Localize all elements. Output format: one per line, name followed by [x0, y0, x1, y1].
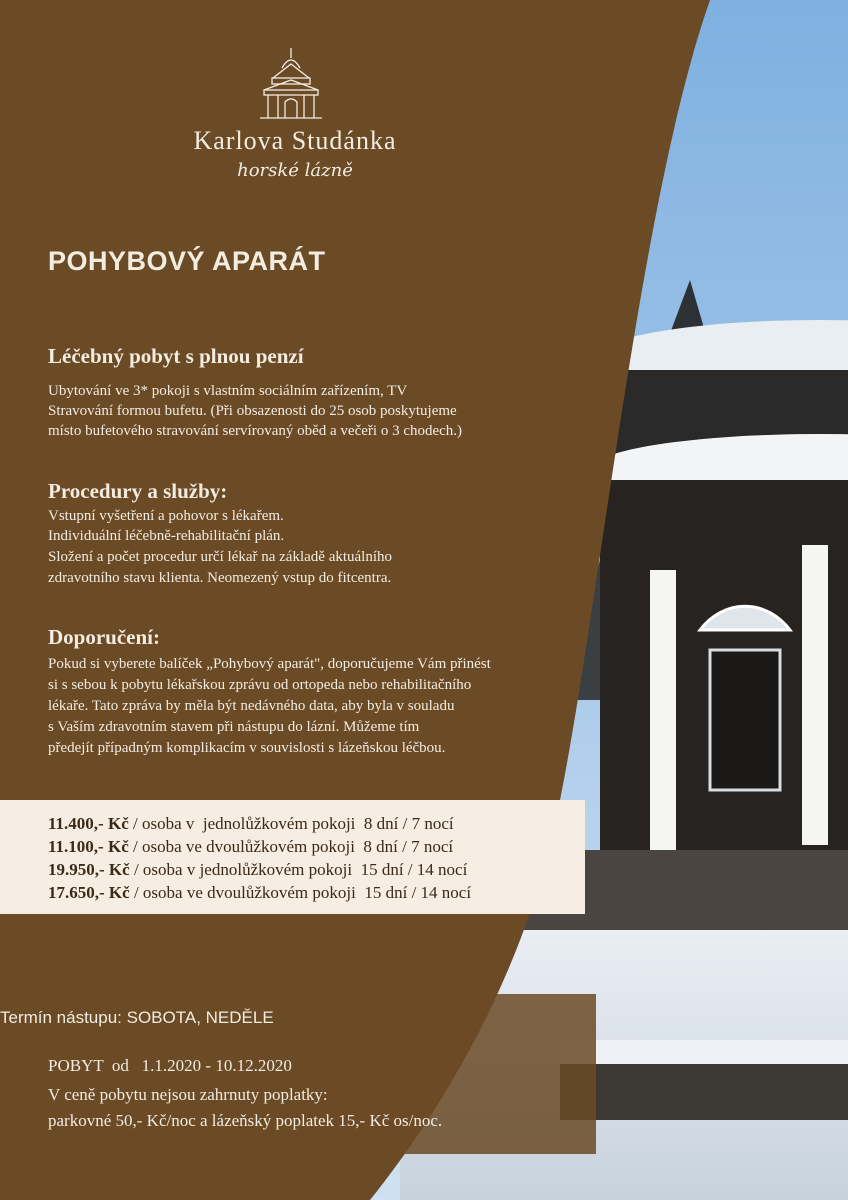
- services-line: Vstupní vyšetření a pohovor s lékařem.: [48, 508, 284, 524]
- brand-name: Karlova Studánka: [193, 126, 397, 155]
- price-row: [48, 883, 471, 903]
- price-amount: 19.950,- Kč: [48, 860, 130, 879]
- price-description: / osoba ve dvoulůžkovém pokoji 15 dní / 14 nocí: [129, 883, 472, 902]
- recommendation-heading: Doporučení:: [48, 625, 160, 649]
- price-list: [0, 800, 585, 914]
- price-row: [48, 837, 453, 857]
- services-line: zdravotního stavu klienta. Neomezený vstup do fitcentra.: [48, 570, 392, 586]
- pavilion-logo-icon: [258, 42, 408, 126]
- price-description: / osoba v jednolůžkovém pokoji 8 dní / 7 nocí: [128, 814, 454, 833]
- stay-heading: Léčebný pobyt s plnou penzí: [48, 344, 304, 368]
- price-row: [48, 860, 467, 880]
- recommendation-line: lékaře. Tato zpráva by měla být nedávného data, aby byla v souladu: [48, 698, 455, 714]
- page-title: POHYBOVÝ APARÁT: [48, 246, 326, 276]
- price-amount: 11.400,- Kč: [48, 814, 129, 833]
- services-heading: Procedury a služby:: [48, 479, 228, 503]
- services-line: Složení a počet procedur určí lékař na základě aktuálního: [48, 549, 393, 565]
- recommendation-line: si s sebou k pobytu lékařskou zprávu od ortopeda nebo rehabilitačního: [48, 677, 472, 693]
- stay-line: místo bufetového stravování servírovaný oběd a večeři o 3 chodech.): [48, 423, 463, 439]
- stay-line: Ubytování ve 3* pokoji s vlastním sociálním zařízením, TV: [48, 383, 408, 399]
- price-description: / osoba v jednolůžkovém pokoji 15 dní / 14 nocí: [129, 860, 468, 879]
- fees-line: V ceně pobytu nejsou zahrnuty poplatky:: [48, 1085, 328, 1104]
- price-amount: 17.650,- Kč: [48, 883, 130, 902]
- price-amount: 11.100,- Kč: [48, 837, 129, 856]
- fees-line: parkovné 50,- Kč/noc a lázeňský poplatek 15,- Kč os/noc.: [48, 1111, 443, 1130]
- services-line: Individuální léčebně-rehabilitační plán.: [48, 528, 285, 544]
- recommendation-line: Pokud si vyberete balíček „Pohybový aparát", doporučujeme Vám přinést: [48, 656, 491, 672]
- start-terms: Termín nástupu: SOBOTA, NEDĚLE: [0, 1008, 274, 1027]
- stay-line: Stravování formou bufetu. (Při obsazenosti do 25 osob poskytujeme: [48, 403, 457, 419]
- stay-period: POBYT od 1.1.2020 - 10.12.2020: [48, 1056, 292, 1075]
- price-row: [48, 814, 454, 834]
- recommendation-line: s Vaším zdravotním stavem při nástupu do lázní. Můžeme tím: [48, 719, 420, 735]
- brand-tagline: horské lázně: [237, 160, 353, 181]
- recommendation-line: předejít případným komplikacím v souvislosti s lázeňskou léčbou.: [48, 740, 446, 756]
- price-description: / osoba ve dvoulůžkovém pokoji 8 dní / 7 nocí: [128, 837, 454, 856]
